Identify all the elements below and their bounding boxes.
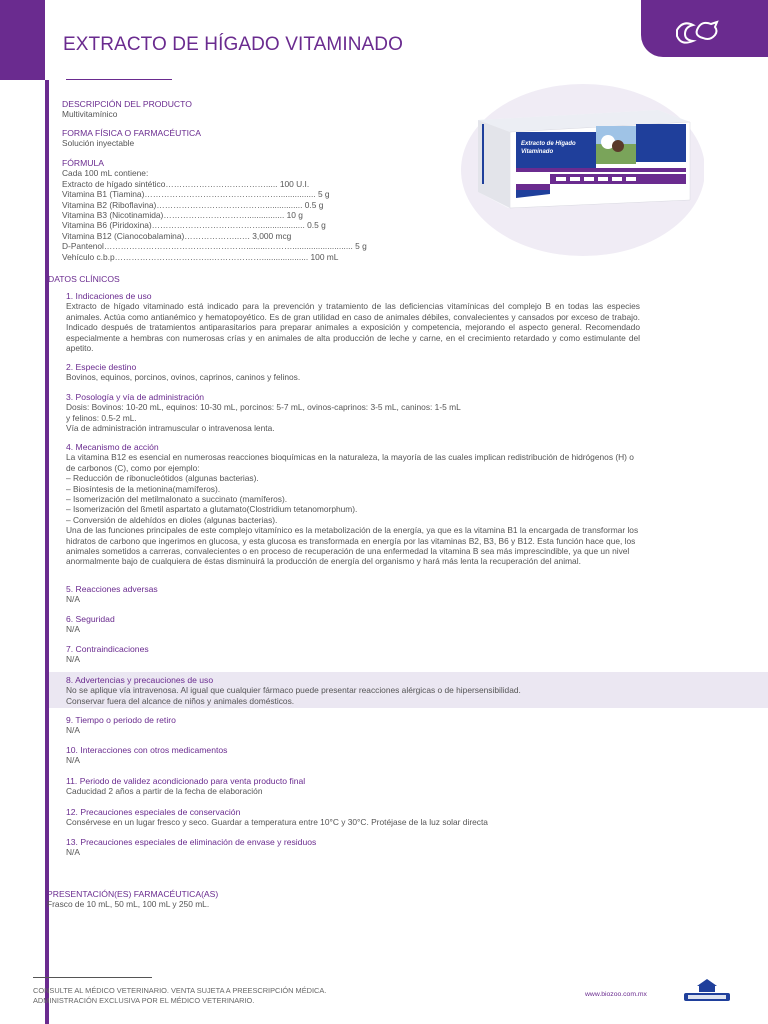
sidebar-line bbox=[45, 80, 49, 1024]
header-logo-tab bbox=[641, 0, 768, 57]
list-item: – Conversión de aldehídos en dioles (algunas bacterias). bbox=[66, 514, 278, 525]
formula-row: Vehículo c.b.p……………………………..……………….................... 100 mL bbox=[62, 251, 339, 262]
product-box-image bbox=[458, 80, 704, 260]
formula-row: Vitamina B1 (Tiamina)…………………………………………................ 5 g bbox=[62, 189, 330, 200]
formula-row: Vitamina B3 (Nicotinamida)…………………………................ 10 g bbox=[62, 210, 303, 221]
section-disposal: 13. Precauciones especiales de eliminación de envase y residuos N/A bbox=[66, 837, 317, 858]
section-safety: 6. Seguridad N/A bbox=[66, 614, 115, 635]
formula-row: Vitamina B12 (Cianocobalamina)………………..…. 3,000 mcg bbox=[62, 230, 292, 241]
formula-row: D-Pantenol…………………………………………….........……….......................... 5 g bbox=[62, 241, 367, 252]
footer-disclaimer: CONSULTE AL MÉDICO VETERINARIO. VENTA SUJETA A PREESCRIPCIÓN MÉDICA. ADMINISTRACIÓN EXCLUSIVA POR EL MÉDICO VETERINARIO. bbox=[33, 986, 327, 1005]
list-item: – Reducción de ribonucleótidos (algunas bacterias). bbox=[66, 473, 259, 484]
list-item: – Isomerización del ßmetil aspartato a glutamato(Clostridium tetanomorphum). bbox=[66, 504, 358, 515]
formula-row: Extracto de hígado sintético………………………………..... 100 U.I. bbox=[62, 178, 310, 189]
section-adverse-reactions: 5. Reacciones adversas N/A bbox=[66, 584, 158, 605]
physical-form: FORMA FÍSICA O FARMACÉUTICA Solución inyectable bbox=[62, 128, 201, 149]
clinical-data-heading: DATOS CLÍNICOS bbox=[48, 274, 120, 284]
section-mechanism: 4. Mecanismo de acción La vitamina B12 es esencial en numerosas reacciones bioquímicas en la naturaleza, la mayoría de las cuales implican redistribución de hidrógenos (H) o de carbonos (C), como por ejemplo: – Reducción de ribonucleótidos (algunas bacterias). – Biosíntesis de la metionina(mamíferos). – Isomerización del metilmalonato a succinato (mamíferos). – Isomerización del ßmetil aspartato a glutamato(Clostridium tetanomorphum). – Conversión de aldehídos en dioles (algunas bacterias). Una de las funciones principales de este complejo vitamínico es la metabolización de la energía, ya que es la vitamina B1 la encargada de transformar los hidratos de carbono que ingerimos en glucosa, y esta glucosa es transformada en energía por las vitaminas B2, B3, B6 y B12. Esta función hace que, los animales sometidos a carreras, convalecientes o en proceso de recuperación de una enfermedad la vitamina B sea más imprescindible, ya que un nivel anormalmente bajo de cualquiera de éstas disminuirá la producción de energía del organismo y hará más lenta la recuperación del animal. bbox=[66, 442, 639, 567]
section-withdrawal: 9. Tiempo o periodo de retiro N/A bbox=[66, 715, 176, 736]
page-title: EXTRACTO DE HÍGADO VITAMINADO bbox=[63, 34, 404, 55]
section-storage: 12. Precauciones especiales de conservación Consérvese en un lugar fresco y seco. Guardar a temperatura entre 10°C y 30°C. Protéjase de la luz solar directa bbox=[66, 807, 488, 828]
website-link[interactable]: www.biozoo.com.mx bbox=[585, 991, 647, 998]
sidebar-accent bbox=[0, 0, 45, 80]
formula-row: Vitamina B2 (Riboflavina)…………………………………................ 0.5 g bbox=[62, 199, 324, 210]
formula-section: FÓRMULA Cada 100 mL contiene: Extracto de hígado sintético………………………………..... 100 U.I. Vitamina B1 (Tiamina)…………………………………………................ 5 g Vitamina B2 (Riboflavina)…………………………………................ 0.5 g Vitamina B3 (Nicotinamida)…………………………................ 10 g Vitamina B6 (Piridoxina)…………………………………................... 0.5 g Vitamina B12 (Cianocobalamina)………………..…. 3,000 mcg D-Pantenol…………………………………………….........……….......................... 5 g Vehículo c.b.p……………………………..……………….................... 100 mL bbox=[62, 158, 367, 262]
section-contraindications: 7. Contraindicaciones N/A bbox=[66, 644, 149, 665]
product-description: DESCRIPCIÓN DEL PRODUCTO Multivitamínico bbox=[62, 99, 192, 120]
title-underline bbox=[66, 79, 172, 80]
presentation-section: PRESENTACIÓN(ES) FARMACÉUTICA(AS) Frasco de 10 mL, 50 mL, 100 mL y 250 mL. bbox=[47, 889, 219, 910]
animal-heads-icon bbox=[641, 0, 768, 57]
list-item: – Biosíntesis de la metionina(mamíferos). bbox=[66, 483, 221, 494]
box-product-subname: Vitaminado bbox=[521, 149, 554, 155]
section-indications: 1. Indicaciones de uso Extracto de hígado vitaminado está indicado para la prevención y tratamiento de las deficiencias vitamínicas del complejo B en todas las especies animales. Actúa como antianémico y hematopoyético. Es de gran utilidad en caso de animales débiles, convalecientes y cansados por exceso de trabajo. Indicado después de tratamientos antiparasitarios para preparar animales a exposición y competencia, mejorando el aspecto general. Recomendado especialmente a hembras con numerosas crías y en animales de alta producción de leche y carne, en el crecimiento retardado y como estimulante del apetito. bbox=[66, 291, 640, 354]
footer-divider bbox=[33, 977, 152, 978]
section-interactions: 10. Interacciones con otros medicamentos N/A bbox=[66, 745, 228, 766]
list-item: – Isomerización del metilmalonato a succinato (mamíferos). bbox=[66, 494, 288, 505]
section-validity: 11. Periodo de validez acondicionado para venta producto final Caducidad 2 años a partir de la fecha de elaboración bbox=[66, 776, 306, 797]
section-dosage: 3. Posología y vía de administración Dosis: Bovinos: 10-20 mL, equinos: 10-30 mL, porcinos: 5-7 mL, ovinos-caprinos: 3-5 mL, caninos: 1-5 mL y felinos: 0.5-2 mL. Vía de administración intramuscular o intravenosa lenta. bbox=[66, 392, 461, 434]
section-warnings: 8. Advertencias y precauciones de uso No se aplique vía intravenosa. Al igual que cualquier fármaco puede presentar reacciones alérgicas o de hipersensibilidad. Conservar fuera del alcance de niños y animales domésticos. bbox=[66, 675, 521, 706]
biozoo-logo bbox=[684, 978, 730, 1002]
formula-row: Vitamina B6 (Piridoxina)…………………………………................... 0.5 g bbox=[62, 220, 326, 231]
box-product-name: Extracto de Hígado bbox=[521, 141, 576, 147]
section-target-species: 2. Especie destino Bovinos, equinos, porcinos, ovinos, caprinos, caninos y felinos. bbox=[66, 362, 301, 383]
